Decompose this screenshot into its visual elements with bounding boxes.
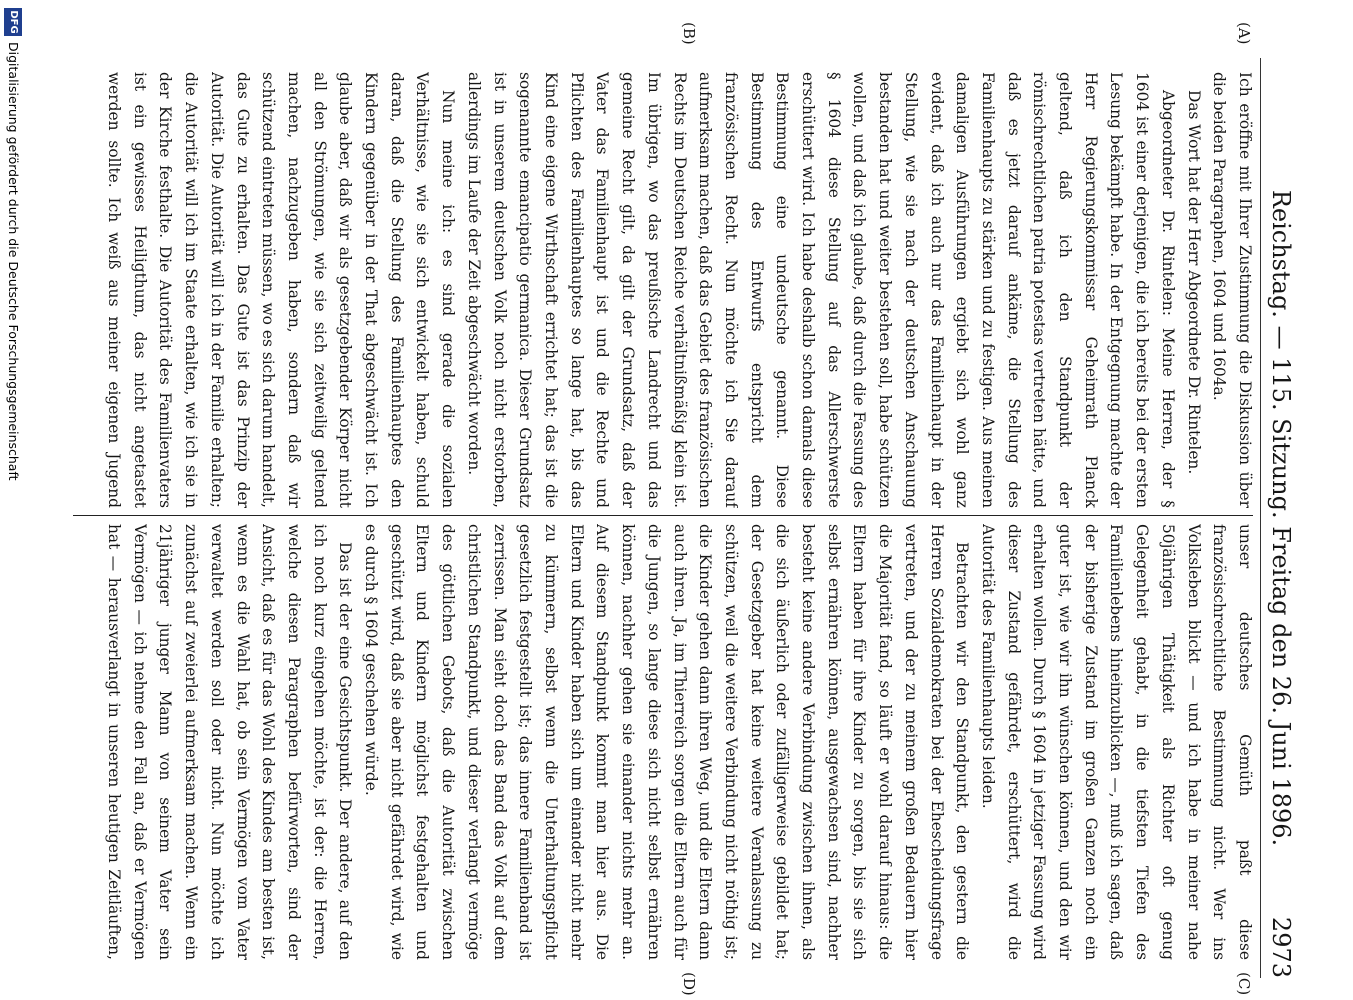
paragraph: Betrachten wir den Standpunkt, den gestern die Herren Sozialdemokraten bei der Ehescheidungsfrage vertreten, und der zu meinem großen Bedauern hier die Majorität fand, so läuft er wohl darauf hinaus: die Eltern haben für ihre Kinder zu sorgen, bis sie sich selbst ernähren können, ausgewachsen sind, nachher besteht keine andere Verbindung zwischen ihnen, als die sich äußerlich oder zufälligerweise gebildet hat; der Gesetzgeber hat keine weitere Veranlassung zu schützen, weil die weitere Verbindung nicht nöthig ist; die Kinder gehen dann ihren Weg, und die Eltern dann auch ihren. Ja, im Thierreich sorgen die Eltern auch für die Jungen, so lange diese sich nicht selbst ernähren können, nachher gehen sie einander nichts mehr an. Auf diesem Standpunkt kommt man hier aus. Die Eltern und Kinder haben sich um einander nicht mehr zu kümmern, selbst wenn die Unterhaltungspflicht gesetzlich festgestellt ist; das innere Familienband ist zerrissen. Man sieht doch das Band das Volk auf dem christlichen Standpunkt, und dieser verlangt vermöge des göttlichen Gebots, daß die Autorität zwischen Eltern und Kindern möglichst festgehalten und geschützt wird, daß sie aber nicht gefährdet wird, wie es durch § 1604 geschehen würde. [362, 524, 972, 960]
margin-label-c: (C) [1235, 972, 1253, 996]
paragraph: Abgeordneter Dr. Rintelen: Meine Herren, der § 1604 ist einer derjenigen, die ich bereits bei der ersten Lesung bekämpft habe. In der Entgegnung machte der Herr Regierungskommissar Geheimrath Planck geltend, daß ich den Standpunkt der römischrechtlichen patria potestas vertreten hätte, und daß es jetzt darauf ankäme, die Stellung des Familienhaupts zu stärken und zu festigen. Aus meinen damaligen Ausführungen ergiebt sich wohl ganz evident, daß ich auch nur das Familienhaupt in der Stellung, wie sie nach der deutschen Anschauung bestanden hat und weiter bestehen soll, habe schützen wollen, und daß ich glaube, daß durch die Fassung des § 1604 diese Stellung auf das Allerschwerste erschüttert wird. Ich habe deshalb schon damals diese Bestimmung eine undeutsche genannt. Diese Bestimmung des Entwurfs entspricht dem französischen Recht. Nun möchte ich Sie darauf aufmerksam machen, daß das Gebiet des französischen Rechts im Deutschen Reiche verhältnißmäßig klein ist. Im übrigen, wo das preußische Landrecht und das gemeine Recht gilt, da gilt der Grundsatz, daß der Vater das Familienhaupt ist und die Rechte und Pflichten des Familienhauptes so lange hat, bis das Kind eine eigene Wirthschaft errichtet hat; das ist die sogenannte emancipatio germanica. Dieser Grundsatz ist in unserem deutschen Volk noch nicht erstorben, allerdings im Laufe der Zeit abgeschwächt worden. [464, 72, 1177, 508]
text-column-left [97, 72, 1257, 508]
paragraph: Das Wort hat der Herr Abgeordnete Dr. Rintelen. [1184, 90, 1203, 475]
paragraph: Ich eröffne mit Ihrer Zustimmung die Diskussion über die beiden Paragraphen, 1604 und 1604a. [1210, 72, 1254, 508]
paragraph: unser deutsches Gemüth paßt diese französischrechtliche Bestimmung nicht. Wer ins Volksleben blickt — und ich habe in meiner nahe 50jährigen Thätigkeit als Richter oft genug Gelegenheit gehabt, in die tiefsten Tiefen des Familienlebens hineinzublicken —, muß ich sagen, daß der bisherige Zustand im großen Ganzen noch ein guter ist, wie wir ihn wünschen können, und den wir erhalten wollen. Durch § 1604 in jetziger Fassung wird dieser Zustand gefährdet, erschüttert, wird die Autorität des Familienhaupts leiden. [978, 524, 1254, 960]
column-divider [73, 515, 1253, 516]
running-head [1260, 58, 1301, 978]
margin-label-d: (D) [680, 972, 698, 996]
text-column-right [97, 524, 1257, 960]
running-head-title: Reichstag. — 115. Sitzung. Freitag den 26. Juni 1896. [1267, 189, 1295, 847]
paragraph: Das ist der eine Gesichtspunkt. Der andere, auf den ich noch kurz eingehen möchte, ist der: die Herren, welche diesen Paragraphen befürworten, sind der Ansicht, daß es für das Wohl des Kindes am besten ist, wenn es die Wahl hat, ob sein Vermögen vom Vater verwaltet werden soll oder nicht. Nun möchte ich zunächst auf zweierlei aufmerksam machen. Wenn ein 21jähriger junger Mann von seinem Vater sein Vermögen — ich nehme den Fall an, daß er Vermögen hat — herausverlangt in unseren heutigen Zeitläuften, [105, 524, 355, 960]
margin-label-b: (B) [680, 22, 698, 45]
margin-label-a: (A) [1235, 22, 1253, 45]
digitization-credit-text: Digitalisierung gefördert durch die Deutsche Forschungsgemeinschaft [6, 42, 21, 481]
dfg-logo: DFG [4, 8, 22, 36]
paragraph: Nun meine ich: es sind gerade die sozialen Verhältnisse, wie sie sich entwickelt haben, schuld daran, daß die Stellung des Familienhauptes den Kindern gegenüber in der That abgeschwächt ist. Ich glaube aber, daß wir als gesetzgebender Körper nicht all den Strömungen, wie sie sich zeitweilig geltend machen, nachzugeben haben, sondern daß wir schützend eintreten müssen, wo es sich darum handelt, das Gute zu erhalten. Das Gute ist das Prinzip der Autorität. Die Autorität will ich in der Familie erhalten; die Autorität will ich im Staate erhalten, wie ich sie in der Kirche festhalte. Die Autorität des Familienvaters ist ein gewisses Heiligthum, das nicht angetastet werden sollte. Ich weiß aus meiner eigenen Jugend [105, 72, 458, 508]
digitization-credit [1, 0, 25, 1000]
page-number: 2973 [1267, 916, 1295, 978]
